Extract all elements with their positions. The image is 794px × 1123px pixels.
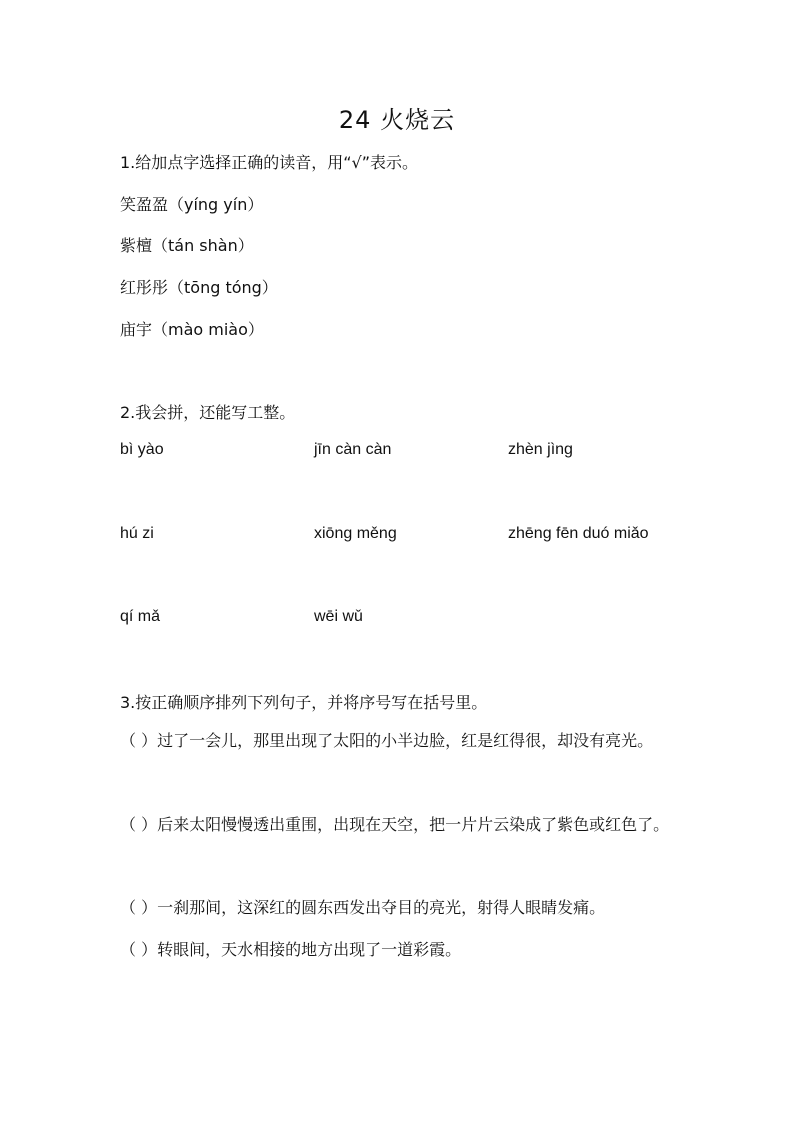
q1-item-1: 笑盈盈（yíng yín） [120,195,264,214]
q1-item-2: 紫檀（tán shàn） [120,236,254,255]
sentence-item: （ ）后来太阳慢慢透出重围，出现在天空，把一片片云染成了紫色或红色了。 [120,815,670,834]
pinyin-item: qí mǎ [120,608,161,625]
page-title: 24 火烧云 [338,106,456,134]
pinyin-item: xiōng měng [314,525,397,542]
q1-item-4: 庙宇（mào miào） [120,320,264,339]
pinyin-item: hú zi [120,525,154,542]
pinyin-item: zhēng fēn duó miǎo [508,525,649,542]
pinyin-item: wēi wǔ [314,608,363,625]
sentence-item: （ ）一刹那间，这深红的圆东西发出夺目的亮光，射得人眼睛发痛。 [120,898,606,917]
pinyin-item: jīn càn càn [314,441,392,458]
sentence-item: （ ）转眼间，天水相接的地方出现了一道彩霞。 [120,940,462,959]
question-2-heading: 2.我会拼，还能写工整。 [120,403,296,422]
question-1-heading: 1.给加点字选择正确的读音，用“√”表示。 [120,153,419,172]
pinyin-item: bì yào [120,441,164,458]
q1-item-3: 红彤彤（tōng tóng） [120,278,278,297]
pinyin-item: zhèn jìng [508,441,573,458]
sentence-item: （ ）过了一会儿，那里出现了太阳的小半边脸，红是红得很，却没有亮光。 [120,731,654,750]
question-3-heading: 3.按正确顺序排列下列句子，并将序号写在括号里。 [120,693,488,712]
